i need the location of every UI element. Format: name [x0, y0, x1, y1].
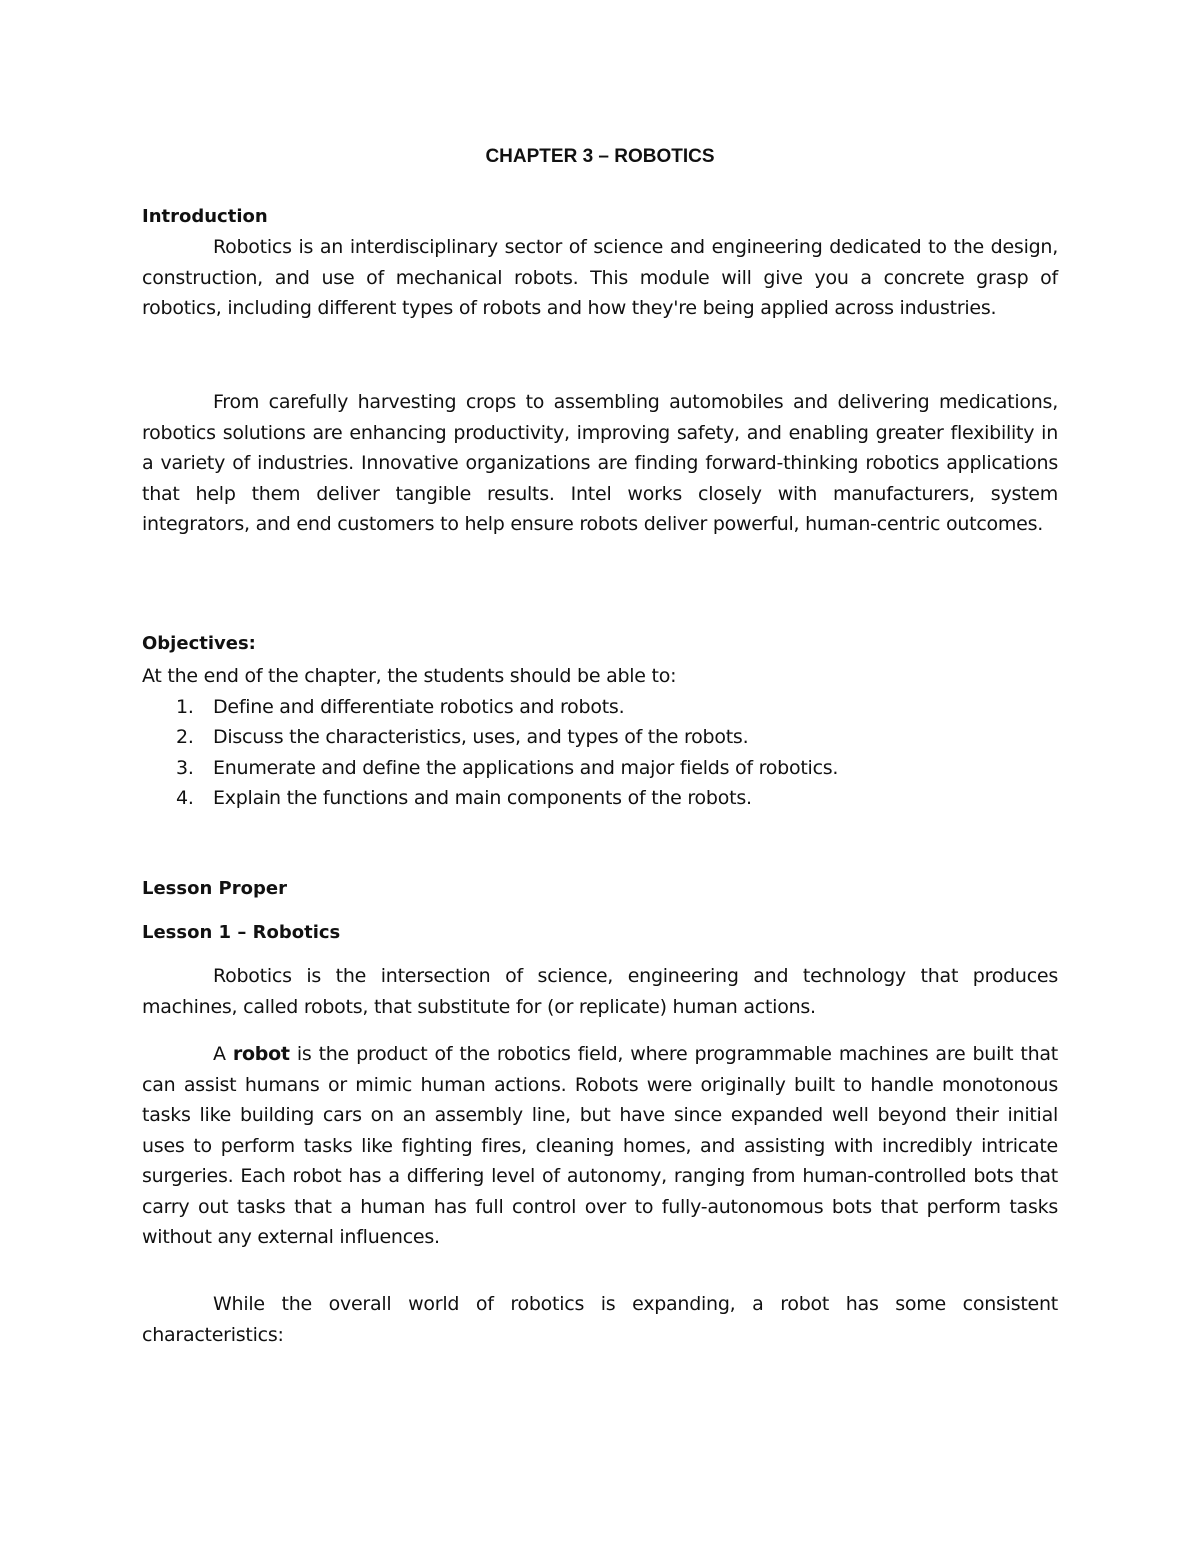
robot-paragraph-start: A — [213, 1043, 233, 1065]
objectives-heading: Objectives: — [142, 633, 256, 654]
objectives-list — [142, 692, 1058, 814]
lesson-1-paragraph-2-text — [142, 1039, 1058, 1253]
lesson-1-paragraph-2 — [142, 1039, 1058, 1253]
list-item — [142, 783, 1058, 814]
list-item-number: 3. — [176, 756, 194, 779]
objectives-block — [142, 661, 1058, 814]
lesson-1-paragraph-3 — [142, 1289, 1058, 1350]
list-item-text: Explain the functions and main components of the robots. — [213, 787, 752, 809]
list-item — [142, 722, 1058, 753]
introduction-paragraph-1-text: Robotics is an interdisciplinary sector of science and engineering dedicated to the design, construction, and use of mechanical robots. This module will give you a concrete grasp of robotics, including different types of robots and how they're being applied across industries. — [142, 236, 1058, 319]
list-item-text: Enumerate and define the applications and major fields of robotics. — [213, 756, 839, 779]
list-item — [142, 692, 1058, 723]
lesson-1-heading: Lesson 1 – Robotics — [142, 922, 341, 943]
introduction-paragraph-2-text: From carefully harvesting crops to assembling automobiles and delivering medications, robotics solutions are enhancing productivity, improving safety, and enabling greater flexibility in a variety of industries. Innovative organizations are finding forward-thinking robotics applications that help them deliver tangible results. Intel works closely with manufacturers, system integrators, and end customers to help ensure robots deliver powerful, human-centric outcomes. — [142, 391, 1058, 535]
robot-paragraph-rest: is the product of the robotics field, where programmable machines are built that can assist humans or mimic human actions. Robots were originally built to handle monotonous tasks like building cars on an assembly line, but have since expanded well beyond their initial uses to perform tasks like fighting fires, cleaning homes, and assisting with incredibly intricate surgeries. Each robot has a differing level of autonomy, ranging from human-controlled bots that carry out tasks that a human has full control over to fully-autonomous bots that perform tasks without any external influences. — [142, 1043, 1058, 1248]
lesson-1-paragraph-1 — [142, 961, 1058, 1022]
list-item — [142, 753, 1058, 784]
list-item-text: Define and differentiate robotics and robots. — [213, 695, 625, 718]
robot-term: robot — [232, 1043, 290, 1065]
introduction-paragraph-2 — [142, 387, 1058, 540]
list-item-number: 2. — [176, 726, 194, 748]
lesson-1-paragraph-3-text: While the overall world of robotics is expanding, a robot has some consistent characteristics: — [142, 1293, 1058, 1346]
lesson-proper-heading: Lesson Proper — [142, 878, 287, 899]
chapter-title: CHAPTER 3 – ROBOTICS — [485, 146, 715, 167]
objectives-lead: At the end of the chapter, the students should be able to: — [142, 665, 677, 687]
lesson-1-paragraph-1-text: Robotics is the intersection of science, engineering and technology that produces machines, called robots, that substitute for (or replicate) human actions. — [142, 965, 1058, 1018]
list-item-number: 4. — [176, 787, 194, 809]
introduction-heading: Introduction — [142, 206, 268, 227]
list-item-number: 1. — [176, 695, 194, 718]
introduction-paragraph-1 — [142, 232, 1058, 324]
list-item-text: Discuss the characteristics, uses, and types of the robots. — [213, 726, 749, 748]
